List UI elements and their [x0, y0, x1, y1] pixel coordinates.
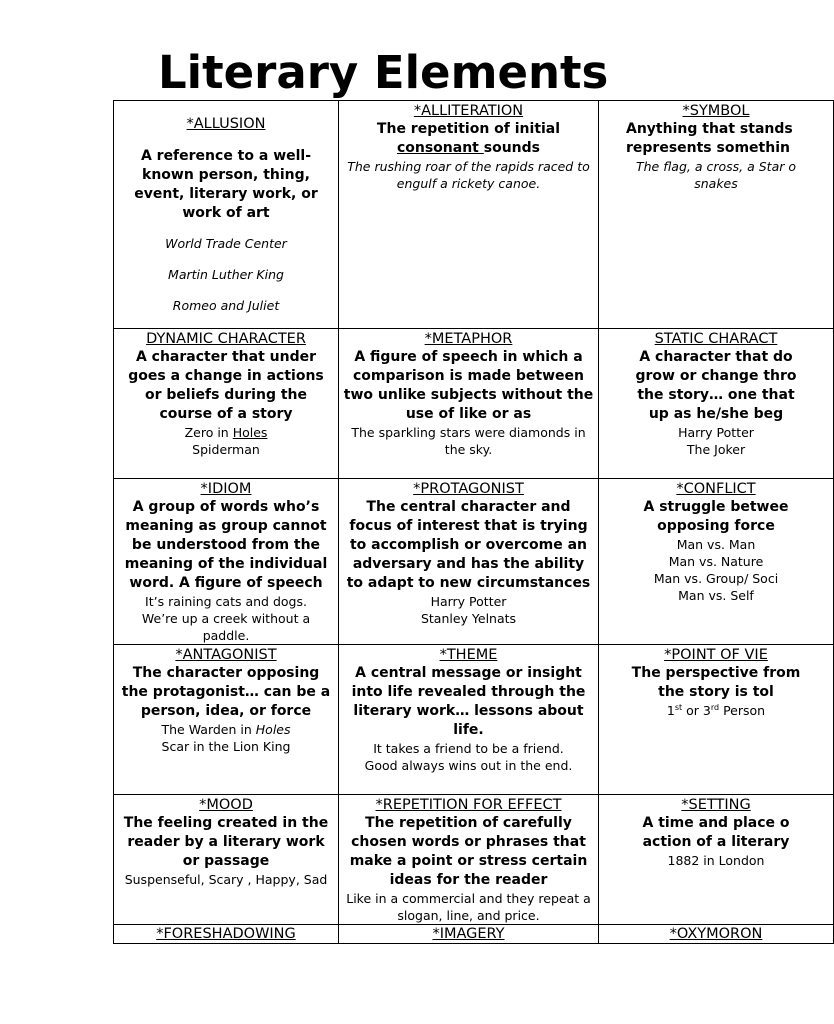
- definition-repetition-for-effect: The repetition of carefully chosen words or phrases that make a point or stress certain ideas for the reader: [349, 815, 588, 888]
- table-row: [114, 101, 834, 329]
- example-point-of-view: [626, 702, 806, 719]
- example-repetition-for-effect: Like in a commercial and they repeat a slogan, line, and price.: [346, 891, 591, 923]
- cell-allusion: [114, 101, 339, 329]
- example-text: Zero in: [184, 425, 233, 440]
- example-text: 1: [666, 703, 675, 718]
- cell-mood: [114, 795, 339, 925]
- definition-text: The repetition of initial: [376, 121, 561, 137]
- table-row: [114, 479, 834, 645]
- example-mood: Suspenseful, Scary , Happy, Sad: [124, 872, 328, 887]
- term-dynamic-character: DYNAMIC CHARACTER: [146, 331, 306, 347]
- definition-underlined-word: consonant: [396, 140, 484, 156]
- ordinal-suffix: rd: [710, 702, 720, 712]
- table-row: [114, 925, 834, 944]
- definition-theme: A central message or insight into life revealed through the literary work… lessons about life.: [351, 665, 586, 738]
- cell-dynamic-character: [114, 329, 339, 479]
- ordinal-suffix: st: [674, 702, 683, 712]
- definition-static-character: A character that do grow or change thro the story… one that up as he/she beg: [635, 349, 797, 422]
- term-protagonist: *PROTAGONIST: [413, 481, 524, 497]
- cell-repetition-for-effect: [339, 795, 599, 925]
- term-conflict: *CONFLICT: [676, 481, 756, 497]
- cell-antagonist: [114, 645, 339, 795]
- term-idiom: *IDIOM: [200, 481, 252, 497]
- term-metaphor: *METAPHOR: [424, 331, 513, 347]
- cell-setting: [599, 795, 834, 925]
- examples-allusion: [118, 235, 334, 314]
- cell-conflict: [599, 479, 834, 645]
- definition-setting: A time and place o action of a literary: [642, 815, 790, 850]
- example-title: Holes: [255, 722, 291, 737]
- definition-antagonist: The character opposing the protagonist… can be a person, idea, or force: [121, 665, 331, 719]
- table-row: [114, 795, 834, 925]
- example-theme-2: Good always wins out in the end.: [364, 758, 573, 773]
- example-text: The Warden in: [161, 722, 256, 737]
- term-static-character: STATIC CHARACT: [654, 331, 778, 347]
- term-alliteration: *ALLITERATION: [413, 103, 524, 119]
- definition-protagonist: The central character and focus of interest that is trying to accomplish or overcome an adversary and has the ability to adapt to new circumstances: [346, 499, 591, 591]
- cell-imagery: [339, 925, 599, 944]
- cell-protagonist: [339, 479, 599, 645]
- term-oxymoron: *OXYMORON: [669, 926, 763, 942]
- example-antagonist-1: [118, 721, 334, 738]
- definition-metaphor: A figure of speech in which a comparison is made between two unlike subjects without the use of like or as: [343, 349, 594, 422]
- example-protagonist-1: Harry Potter: [430, 594, 507, 609]
- example-alliteration: The rushing roar of the rapids raced to engulf a rickety canoe.: [347, 159, 590, 191]
- cell-symbol: [599, 101, 834, 329]
- example-metaphor: The sparkling stars were diamonds in the sky.: [351, 425, 586, 457]
- example-symbol: The flag, a cross, a Star o snakes: [636, 159, 796, 191]
- cell-theme: [339, 645, 599, 795]
- example-idiom-1: It’s raining cats and dogs.: [145, 594, 307, 609]
- definition-mood: The feeling created in the reader by a literary work or passage: [123, 815, 329, 869]
- term-imagery: *IMAGERY: [432, 926, 505, 942]
- example-dynamic-character-2: Spiderman: [192, 442, 260, 457]
- definition-conflict: A struggle betwee opposing force: [643, 499, 789, 534]
- definition-point-of-view: The perspective from the story is tol: [631, 665, 801, 700]
- example-theme-1: It takes a friend to be a friend.: [373, 741, 564, 756]
- table-row: [114, 329, 834, 479]
- term-repetition-for-effect: *REPETITION FOR EFFECT: [375, 797, 562, 813]
- cell-foreshadowing: [114, 925, 339, 944]
- definition-dynamic-character: A character that under goes a change in actions or beliefs during the course of a story: [128, 349, 324, 422]
- example-conflict-3: Man vs. Group/ Soci: [653, 571, 779, 586]
- cell-metaphor: [339, 329, 599, 479]
- term-symbol: *SYMBOL: [682, 103, 750, 119]
- definition-text: sounds: [483, 140, 541, 156]
- example-allusion-2: Martin Luther King: [168, 267, 284, 282]
- term-point-of-view: *POINT OF VIE: [664, 647, 768, 663]
- example-conflict-1: Man vs. Man: [676, 537, 756, 552]
- example-dynamic-character-1: [118, 424, 334, 441]
- term-theme: *THEME: [439, 647, 498, 663]
- cell-point-of-view: [599, 645, 834, 795]
- definition-symbol: Anything that stands represents somethin: [626, 121, 793, 156]
- example-antagonist-2: Scar in the Lion King: [161, 739, 291, 754]
- cell-alliteration: [339, 101, 599, 329]
- example-setting: 1882 in London: [667, 853, 765, 868]
- definition-alliteration: [343, 120, 594, 158]
- example-idiom-2: We’re up a creek without a paddle.: [141, 611, 311, 643]
- example-conflict-2: Man vs. Nature: [668, 554, 764, 569]
- cell-idiom: [114, 479, 339, 645]
- example-text: or 3: [682, 703, 711, 718]
- example-title: Holes: [232, 425, 268, 440]
- term-setting: *SETTING: [681, 797, 751, 813]
- cell-oxymoron: [599, 925, 834, 944]
- example-protagonist-2: Stanley Yelnats: [420, 611, 517, 626]
- table-row: [114, 645, 834, 795]
- term-allusion: *ALLUSION: [186, 116, 266, 132]
- example-static-character-1: Harry Potter: [678, 425, 754, 440]
- definition-idiom: A group of words who’s meaning as group cannot be understood from the meaning of the individual word. A figure of speech: [124, 499, 328, 591]
- example-conflict-4: Man vs. Self: [678, 588, 754, 603]
- term-antagonist: *ANTAGONIST: [175, 647, 277, 663]
- page-title: Literary Elements: [158, 46, 609, 99]
- literary-elements-table: [113, 100, 834, 944]
- cell-static-character: [599, 329, 834, 479]
- example-text: Person: [719, 703, 766, 718]
- definition-allusion: A reference to a well-known person, thing, event, literary work, or work of art: [134, 148, 318, 221]
- example-static-character-2: The Joker: [686, 442, 746, 457]
- term-foreshadowing: *FORESHADOWING: [156, 926, 296, 942]
- example-allusion-3: Romeo and Juliet: [172, 298, 280, 313]
- example-allusion-1: World Trade Center: [165, 236, 287, 251]
- term-mood: *MOOD: [199, 797, 253, 813]
